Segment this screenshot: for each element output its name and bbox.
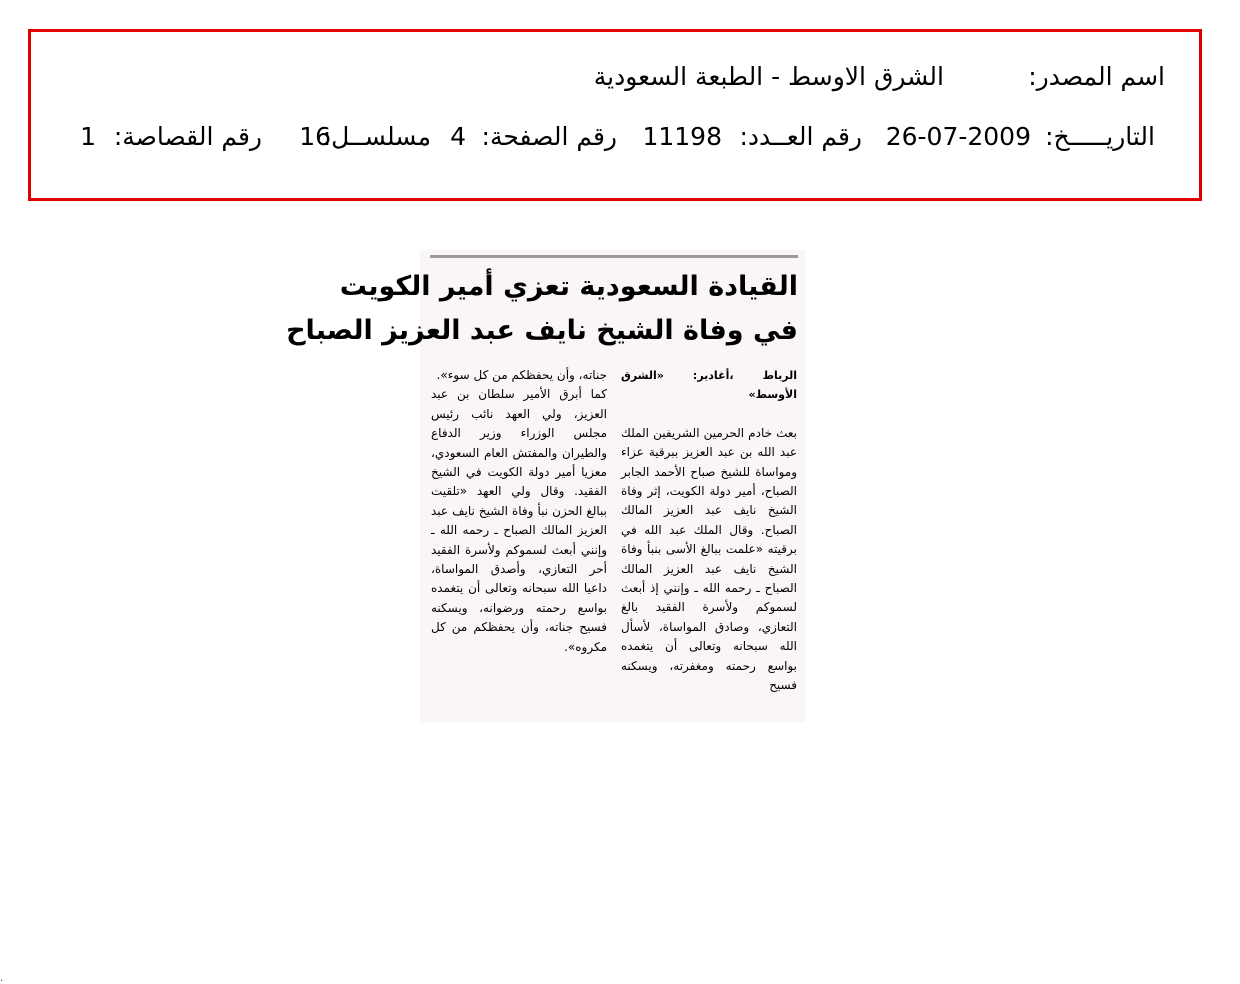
page-value: 4 bbox=[450, 122, 466, 151]
serial-value: 16 bbox=[299, 122, 331, 151]
article-column-left bbox=[431, 366, 607, 657]
dateline: الرباط ،أغادير: «الشرق الأوسط» bbox=[621, 369, 797, 402]
headline-line-2: في وفاة الشيخ نايف عبد العزيز الصباح bbox=[286, 315, 798, 346]
date-value: 26-07-2009 bbox=[885, 122, 1031, 151]
serial-label: مسلســل: bbox=[322, 122, 431, 151]
issue-label: رقم العــدد: bbox=[739, 122, 862, 151]
source-label: اسم المصدر: bbox=[1028, 62, 1165, 91]
issue-value: 11198 bbox=[642, 122, 722, 151]
date-label: التاريـــــخ: bbox=[1045, 122, 1155, 151]
clip-label: رقم القصاصة: bbox=[113, 122, 262, 151]
body-paragraph-2: كما أبرق الأمير سلطان بن عبد العزيز، ولي العهد نائب رئيس مجلس الوزراء وزير الدفاع والطيران والمفتش العام السعودي، معزيا أمير دولة الكويت في الشيخ الفقيد. وقال ولي العهد «تلقيت ببالغ الحزن نبأ وفاة الشيخ نايف عبد العزيز المالك الصباح ـ رحمه الله ـ وإنني أبعث لسموكم ولأسرة الفقيد أحر التعازي، وأصدق المواساة، داعيا الله سبحانه وتعالى أن يتغمده بواسع رحمته ورضوانه، ويسكنه فسيح جناته، وأن يحفظكم من كل مكروه». bbox=[431, 387, 607, 654]
corner-mark: . bbox=[0, 973, 4, 984]
clip-value: 1 bbox=[80, 122, 96, 151]
top-rule bbox=[430, 255, 798, 258]
body-paragraph-continued: جناته، وأن يحفظكم من كل سوء». bbox=[436, 368, 607, 382]
headline-line-1: القيادة السعودية تعزي أمير الكويت bbox=[339, 271, 798, 302]
metadata-header-box bbox=[28, 29, 1202, 201]
page-label: رقم الصفحة: bbox=[481, 122, 617, 151]
article-column-right bbox=[621, 366, 797, 696]
newspaper-clipping bbox=[286, 250, 805, 722]
source-value: الشرق الاوسط - الطبعة السعودية bbox=[593, 62, 944, 91]
body-paragraph-1: بعث خادم الحرمين الشريفين الملك عبد الله بن عبد العزيز ببرقية عزاء ومواساة للشيخ صباح الأحمد الجابر الصباح، أمير دولة الكويت، إثر وفاة الشيخ نايف عبد العزيز المالك الصباح. وقال الملك عبد الله في برقيته «علمت ببالغ الأسى بنبأ وفاة الشيخ نايف عبد العزيز المالك الصباح ـ رحمه الله ـ وإنني إذ أبعث لسموكم ولأسرة الفقيد بالغ التعازي، وصادق المواساة، لأسأل الله سبحانه وتعالى أن يتغمده بواسع رحمته ومغفرته، ويسكنه فسيح bbox=[621, 425, 797, 693]
